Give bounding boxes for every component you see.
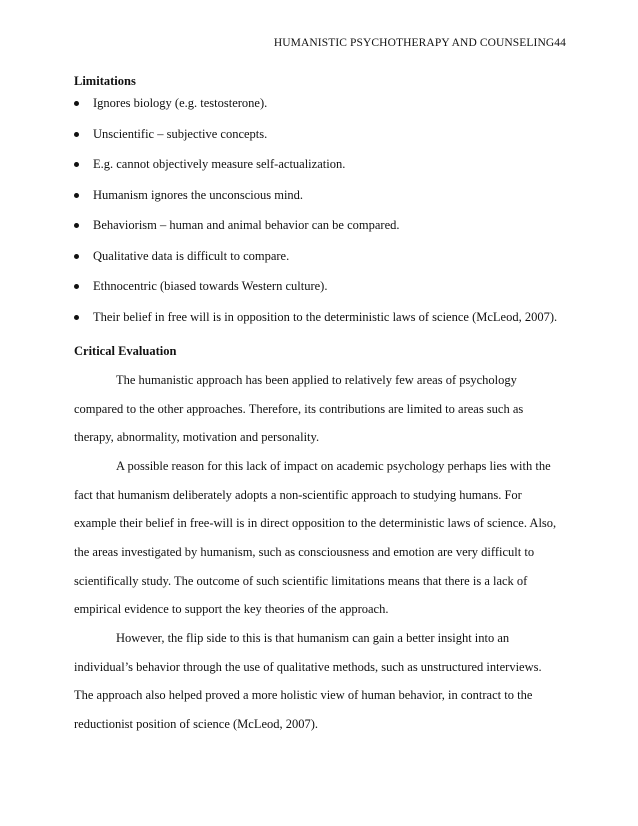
bullet-icon xyxy=(74,315,79,320)
list-item: Qualitative data is difficult to compare. xyxy=(74,248,557,279)
paragraph-line: the areas investigated by humanism, such as consciousness and emotion are very difficult to xyxy=(74,545,535,559)
bullet-icon xyxy=(74,101,79,106)
paragraph-line: reductionist position of science (McLeod, 2007). xyxy=(74,717,319,731)
bullet-icon xyxy=(74,284,79,289)
paragraph-line: However, the flip side to this is that humanism can gain a better insight into an xyxy=(116,631,510,645)
bullet-icon xyxy=(74,162,79,167)
list-item: Their belief in free will is in opposition to the deterministic laws of science (McLeod, 2007). xyxy=(74,309,557,340)
paragraph-line: fact that humanism deliberately adopts a non-scientific approach to studying humans. For xyxy=(74,488,522,502)
bullet-icon xyxy=(74,193,79,198)
paragraph-line: The approach also helped proved a more holistic view of human behavior, in contract to the xyxy=(74,688,533,702)
limitations-list xyxy=(74,95,557,339)
limitations-heading: Limitations xyxy=(74,74,136,88)
paragraph-line: example their belief in free-will is in direct opposition to the deterministic laws of science. Also, xyxy=(74,516,557,530)
paragraph-line: individual’s behavior through the use of qualitative methods, such as unstructured interviews. xyxy=(74,660,542,674)
paragraph-line: therapy, abnormality, motivation and personality. xyxy=(74,430,320,444)
list-item: Behaviorism – human and animal behavior can be compared. xyxy=(74,217,557,248)
bullet-icon xyxy=(74,132,79,137)
critical-evaluation-heading: Critical Evaluation xyxy=(74,344,177,358)
list-item: Ignores biology (e.g. testosterone). xyxy=(74,95,557,126)
list-item: Unscientific – subjective concepts. xyxy=(74,126,557,157)
paragraph-line: empirical evidence to support the key theories of the approach. xyxy=(74,602,389,616)
list-item: E.g. cannot objectively measure self-actualization. xyxy=(74,156,557,187)
bullet-icon xyxy=(74,254,79,259)
paragraph-line: The humanistic approach has been applied to relatively few areas of psychology xyxy=(116,373,517,387)
paragraph-line: compared to the other approaches. Therefore, its contributions are limited to areas such as xyxy=(74,402,524,416)
list-item: Humanism ignores the unconscious mind. xyxy=(74,187,557,218)
bullet-icon xyxy=(74,223,79,228)
list-item: Ethnocentric (biased towards Western culture). xyxy=(74,278,557,309)
paragraph-line: scientifically study. The outcome of such scientific limitations means that there is a lack of xyxy=(74,574,528,588)
paragraph-line: A possible reason for this lack of impact on academic psychology perhaps lies with the xyxy=(116,459,551,473)
running-head: HUMANISTIC PSYCHOTHERAPY AND COUNSELING44 xyxy=(273,37,566,49)
